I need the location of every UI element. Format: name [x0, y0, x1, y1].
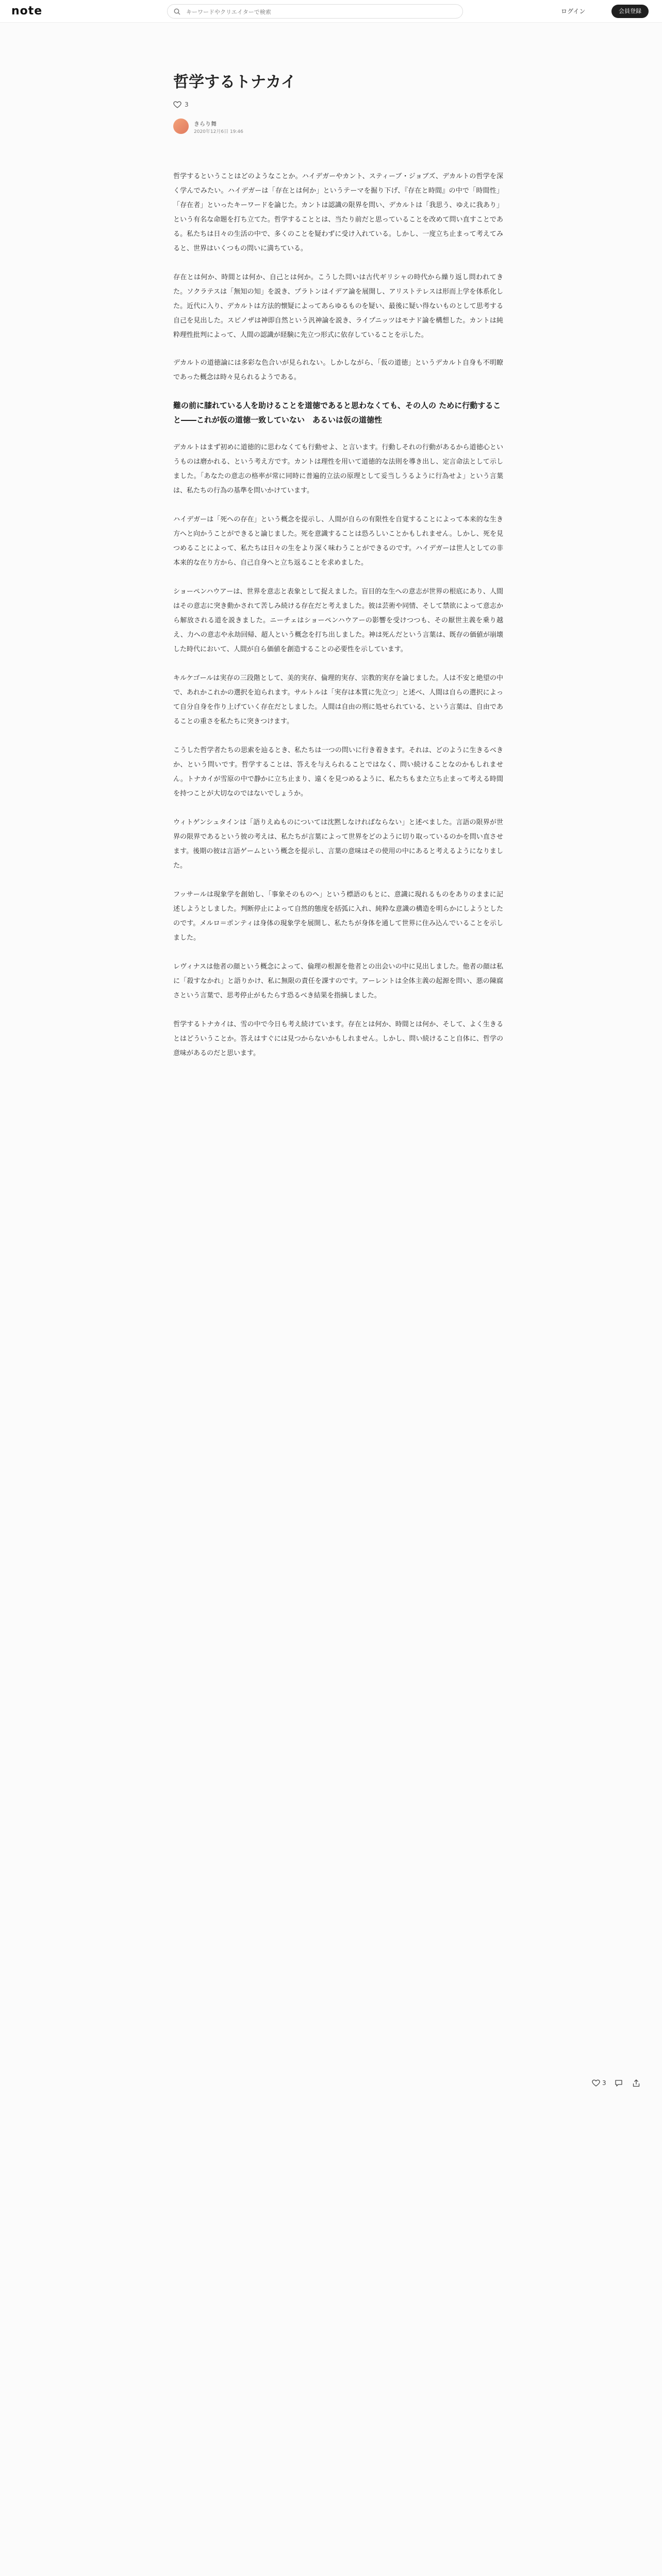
note-logo[interactable]: note [11, 5, 43, 18]
article-body [173, 170, 503, 1074]
author-name[interactable]: きらり舞 [194, 121, 217, 127]
signup-button[interactable]: 会員登録 [611, 5, 649, 18]
publish-date: 2020年12月6日 19:46 [194, 129, 243, 134]
article-title: 哲学するトナカイ [173, 73, 296, 91]
share-icon[interactable] [632, 2079, 640, 2087]
heart-icon[interactable] [592, 2079, 600, 2087]
like-button[interactable] [173, 100, 204, 110]
author-avatar[interactable] [173, 118, 189, 134]
body-paragraph: 哲学するということはどのようなことか。ハイデガーやカント、スティーブ・ジョブズ、デカルトの哲学を深く学んでみたい。ハイデガーは「存在とは何か」というテーマを掘り下げ、『存在と時間』の中で「時間性」「存在者」といったキーワードを論じた。カントは認識の限界を問い、デカルトは「我思う、ゆえに我あり」という有名な命題を打ち立てた。哲学することとは、当たり前だと思っていることを改めて問い直すことである。私たちは日々の生活の中で、多くのことを疑わずに受け入れている。しかし、一度立ち止まって考えてみると、世界はいくつもの問いに満ちている。 存在とは何か、時間とは何か、自己とは何か。こうした問いは古代ギリシャの時代から繰り返し問われてきた。ソクラテスは「無知の知」を説き、プラトンはイデア論を展開し、アリストテレスは形而上学を体系化した。近代に入り、デカルトは方法的懐疑によってあらゆるものを疑い、最後に疑い得ないものとして思考する自己を見出した。スピノザは神即自然という汎神論を説き、ライプニッツはモナド論を構想した。カントは純粋理性批判によって、人間の認識が経験に先立つ形式に依存していることを示した。 [173, 173, 503, 339]
top-header [0, 0, 662, 23]
comment-icon[interactable] [615, 2079, 623, 2087]
body-paragraph: デカルトの道徳論には多彩な色合いが見られない。しかしながら、「仮の道徳」というデカルト自身も不明瞭であった概念は時々見られるようである。 [173, 359, 503, 381]
floating-actions [592, 2076, 649, 2092]
section-heading: 難の前に膝れている人を助けることを道徳であると思わなくても、その人の ために行動すること――これが仮の道徳一致していない あるいは仮の道徳性 [173, 401, 501, 425]
search-input[interactable] [185, 6, 455, 18]
body-paragraph: デカルトはまず初めに道徳的に思わなくても行動せよ、と言います。行動しそれの行動があるから道徳心というものは磨かれる、という考え方です。カントは理性を用いて道徳的な法則を導き出し、定言命法として示しました。「あなたの意志の格率が常に同時に普遍的立法の原理として妥当しうるように行為せよ」という言葉は、私たちの行為の基準を問いかけています。 ハイデガーは「死への存在」という概念を提示し、人間が自らの有限性を自覚することによって本来的な生き方へと向かうことができると論じました。死を意識することは恐ろしいことかもしれません。しかし、死を見つめることによって、私たちは日々の生をより深く味わうことができるのです。ハイデガーは世人としての非本来的な在り方から、自己自身へと立ち返ることを求めました。 ショーペンハウアーは、世界を意志と表象として捉えました。盲目的な生への意志が世界の根底にあり、人間はその意志に突き動かされて苦しみ続ける存在だと考えました。彼は芸術や同情、そして禁欲によって意志から解放される道を説きました。ニーチェはショーペンハウアーの影響を受けつつも、その厭世主義を乗り越え、力への意志や永劫回帰、超人という概念を打ち出しました。神は死んだという言葉は、既存の価値が崩壊した時代において、人間が自ら価値を創造することの必要性を示しています。 キルケゴールは実存の三段階として、美的実存、倫理的実存、宗教的実存を論じました。人は不安と絶望の中で、あれかこれかの選択を迫られます。サルトルは「実存は本質に先立つ」と述べ、人間は自らの選択によって自分自身を作り上げていく存在だとしました。人間は自由の刑に処せられている、という言葉は、自由であることの重さを私たちに突きつけます。 こうした哲学者たちの思索を辿るとき、私たちは一つの問いに行き着きます。それは、どのように生きるべきか、という問いです。哲学することは、答えを与えられることではなく、問い続けることなのかもしれません。トナカイが雪原の中で静かに立ち止まり、遠くを見つめるように、私たちもまた立ち止まって考える時間を持つことが大切なのではないでしょうか。 ウィトゲンシュタインは「語りえぬものについては沈黙しなければならない」と述べました。言語の限界が世界の限界であるという彼の考えは、私たちが言葉によって世界をどのように切り取っているのかを問い直させます。後期の彼は言語ゲームという概念を提示し、言葉の意味はその使用の中にあると考えるようになりました。 フッサールは現象学を創始し、「事象そのものへ」という標語のもとに、意識に現れるものをありのままに記述しようとしました。判断停止によって自然的態度を括弧に入れ、純粋な意識の構造を明らかにしようとしたのです。メルロ＝ポンティは身体の現象学を展開し、私たちが身体を通して世界に住み込んでいることを示しました。 レヴィナスは他者の顔という概念によって、倫理の根源を他者との出会いの中に見出しました。他者の顔は私に「殺すなかれ」と語りかけ、私に無限の責任を課すのです。アーレントは全体主義の起源を問い、悪の陳腐さという言葉で、思考停止がもたらす恐るべき結果を指摘しました。 哲学するトナカイは、雪の中で今日も考え続けています。存在とは何か、時間とは何か、そして、よく生きるとはどういうことか。答えはすぐには見つからないかもしれません。しかし、問い続けること自体に、哲学の意味があるのだと思います。 [173, 444, 503, 1057]
login-link[interactable]: ログイン [561, 8, 586, 15]
search-icon [174, 8, 180, 15]
like-count: 3 [185, 101, 189, 108]
search-box[interactable] [167, 4, 463, 19]
heart-icon [173, 101, 181, 108]
like-count: 3 [602, 2079, 606, 2087]
